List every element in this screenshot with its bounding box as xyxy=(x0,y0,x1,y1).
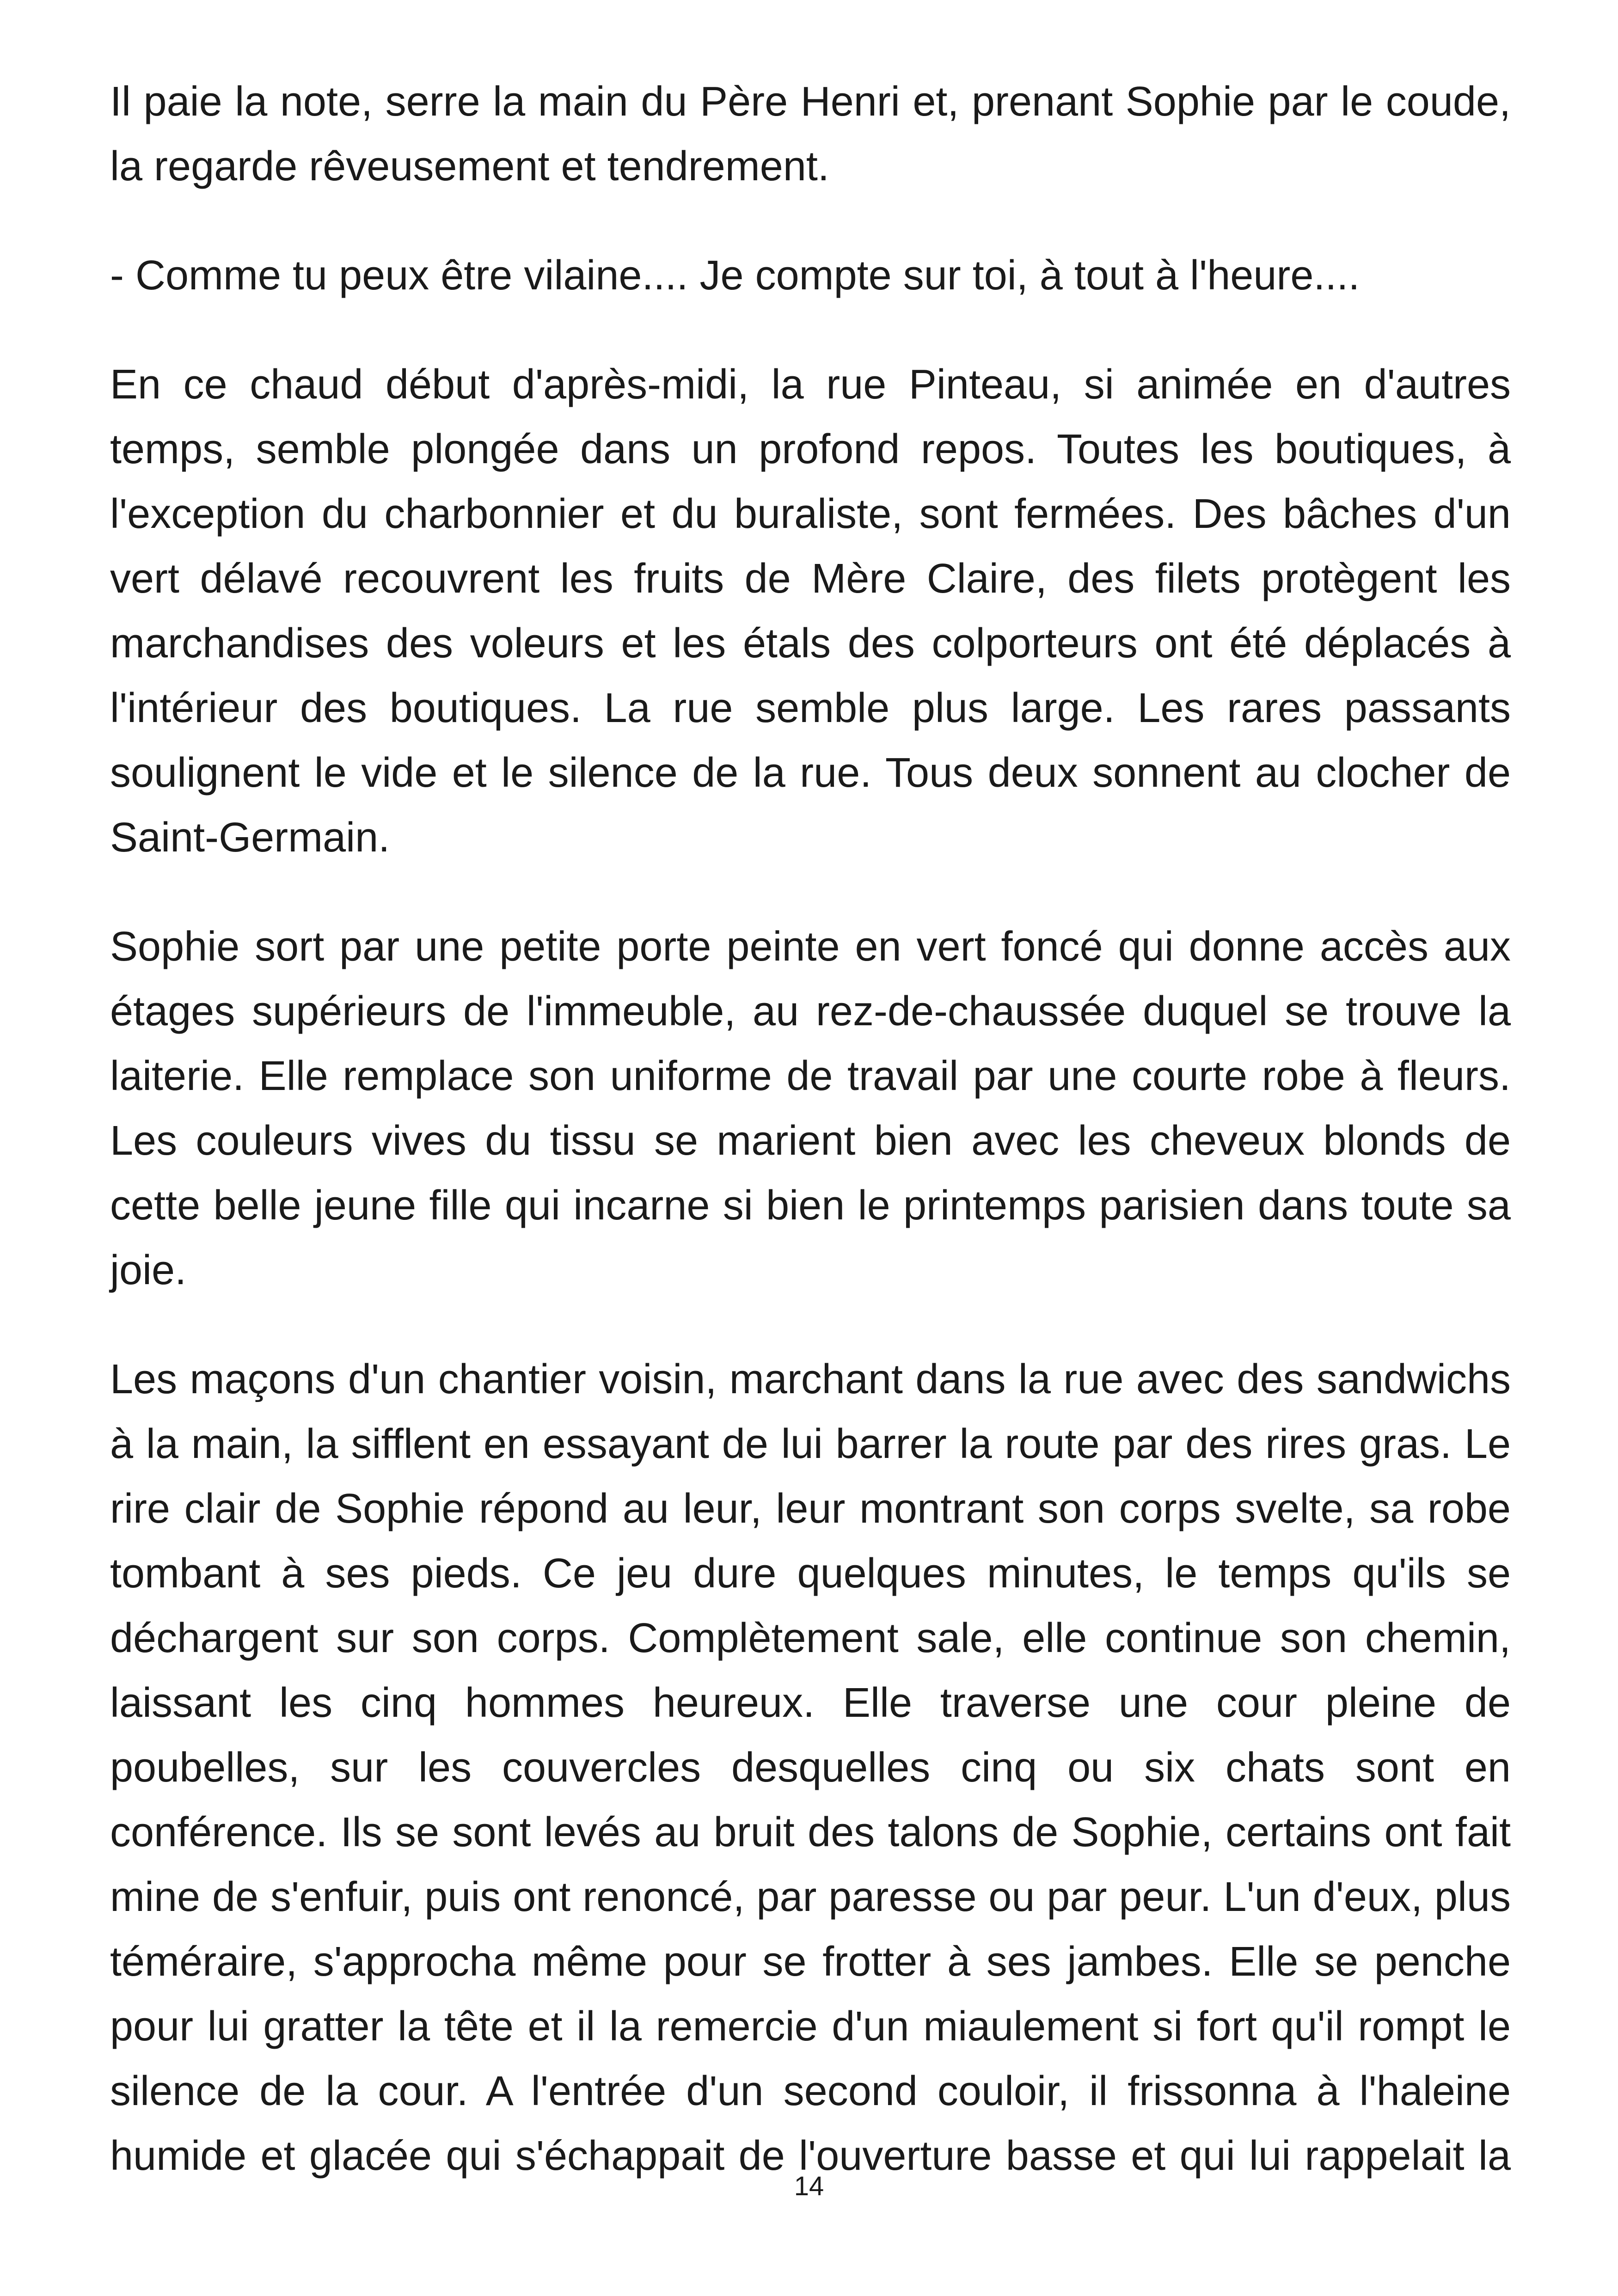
paragraph-3: En ce chaud début d'après-midi, la rue Pinteau, si animée en d'autres temps, semble plongée dans un profond repos. Toutes les boutiques, à l'exception du charbonnier et du buraliste, sont fermées. Des bâches d'un vert délavé recouvrent les fruits de Mère Claire, des filets protègent les marchandises des voleurs et les étals des colporteurs ont été déplacés à l'intérieur des boutiques. La rue semble plus large. Les rares passants soulignent le vide et le silence de la rue. Tous deux sonnent au clocher de Saint-Germain. xyxy=(110,361,1511,861)
paragraph-4: Sophie sort par une petite porte peinte en vert foncé qui donne accès aux étages supérieurs de l'immeuble, au rez-de-chaussée duquel se trouve la laiterie. Elle remplace son uniforme de travail par une courte robe à fleurs. Les couleurs vives du tissu se marient bien avec les cheveux blonds de cette belle jeune fille qui incarne si bien le printemps parisien dans toute sa joie. xyxy=(110,924,1511,1293)
page-number: 14 xyxy=(794,2171,824,2201)
page-body xyxy=(110,69,1511,2188)
paragraph-2-dialogue: - Comme tu peux être vilaine.... Je compte sur toi, à tout à l'heure.... xyxy=(110,252,1360,299)
paragraph-1: Il paie la note, serre la main du Père Henri et, prenant Sophie par le coude, la regarde rêveusement et tendrement. xyxy=(110,79,1511,190)
paragraph-5: Les maçons d'un chantier voisin, marchant dans la rue avec des sandwichs à la main, la sifflent en essayant de lui barrer la route par des rires gras. Le rire clair de Sophie répond au leur, leur montrant son corps svelte, sa robe tombant à ses pieds. Ce jeu dure quelques minutes, le temps qu'ils se déchargent sur son corps. Complètement sale, elle continue son chemin, laissant les cinq hommes heureux. Elle traverse une cour pleine de poubelles, sur les couvercles desquelles cinq ou six chats sont en conférence. Ils se sont levés au bruit des talons de Sophie, certains ont fait mine de s'enfuir, puis ont renoncé, par paresse ou par peur. L'un d'eux, plus téméraire, s'approcha même pour se frotter à ses jambes. Elle se penche pour lui gratter la tête et il la remercie d'un miaulement si fort qu'il rompt le silence de la cour. A l'entrée d'un second couloir, il frissonna à l'haleine humide et glacée qui s'échappait de l'ouverture basse et qui lui rappelait la xyxy=(110,1356,1511,2179)
